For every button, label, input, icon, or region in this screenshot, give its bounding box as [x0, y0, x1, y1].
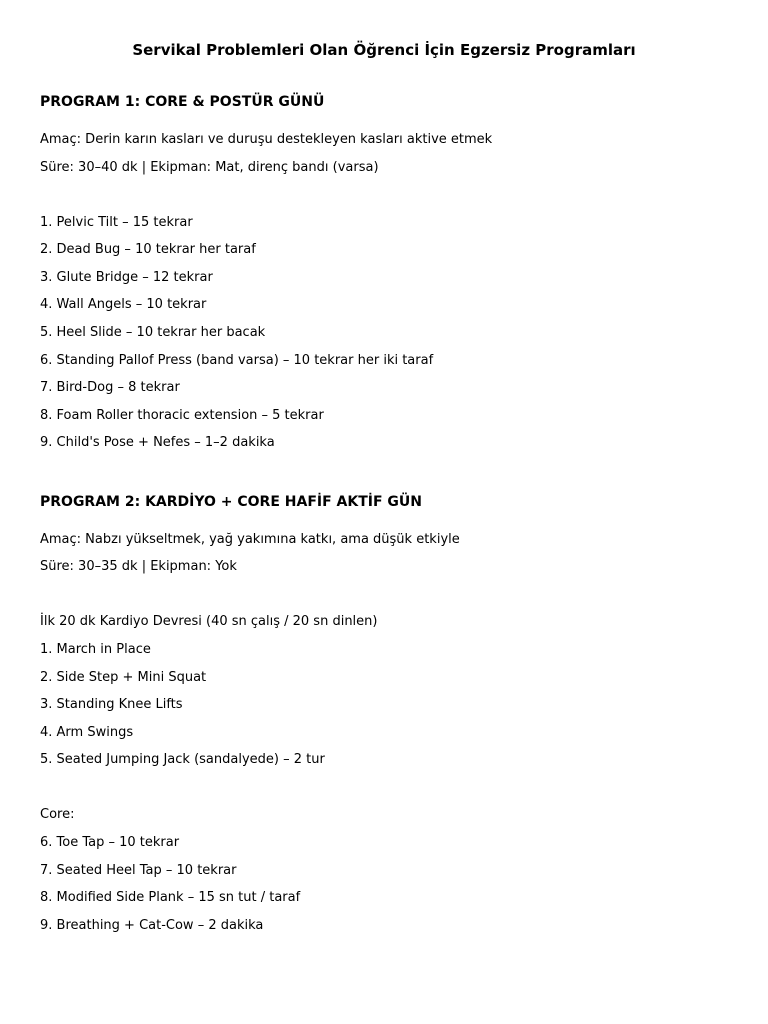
program-2-cardio-exercise: 3. Standing Knee Lifts — [40, 697, 183, 712]
program-2-core-label: Core: — [40, 807, 75, 822]
program-2-core-exercise: 8. Modified Side Plank – 15 sn tut / taraf — [40, 890, 301, 905]
program-1-exercise: 9. Child's Pose + Nefes – 1–2 dakika — [40, 435, 275, 450]
program-1-goal: Amaç: Derin karın kasları ve duruşu destekleyen kasları aktive etmek — [40, 132, 493, 147]
program-1-exercise: 8. Foam Roller thoracic extension – 5 tekrar — [40, 408, 324, 423]
program-1-exercise: 4. Wall Angels – 10 tekrar — [40, 297, 207, 312]
program-2-core-exercise: 9. Breathing + Cat-Cow – 2 dakika — [40, 918, 264, 933]
program-1-exercise: 6. Standing Pallof Press (band varsa) – 10 tekrar her iki taraf — [40, 353, 434, 368]
program-2-core-exercise: 7. Seated Heel Tap – 10 tekrar — [40, 863, 237, 878]
program-1-exercise: 2. Dead Bug – 10 tekrar her taraf — [40, 242, 256, 257]
document-title: Servikal Problemleri Olan Öğrenci İçin Egzersiz Programları — [132, 41, 636, 59]
program-1-heading: PROGRAM 1: CORE & POSTÜR GÜNÜ — [40, 94, 325, 110]
program-1-exercise: 7. Bird-Dog – 8 tekrar — [40, 380, 180, 395]
program-2-cardio-intro: İlk 20 dk Kardiyo Devresi (40 sn çalış / 20 sn dinlen) — [40, 614, 378, 629]
program-2-cardio-exercise: 4. Arm Swings — [40, 725, 134, 740]
program-1-exercise: 5. Heel Slide – 10 tekrar her bacak — [40, 325, 266, 340]
program-2-cardio-exercise: 1. March in Place — [40, 642, 151, 657]
program-2-heading: PROGRAM 2: KARDİYO + CORE HAFİF AKTİF GÜN — [40, 494, 422, 510]
program-2-cardio-exercise: 5. Seated Jumping Jack (sandalyede) – 2 tur — [40, 752, 325, 767]
program-1-duration: Süre: 30–40 dk | Ekipman: Mat, direnç bandı (varsa) — [40, 160, 379, 175]
program-2-cardio-exercise: 2. Side Step + Mini Squat — [40, 670, 207, 685]
program-2-goal: Amaç: Nabzı yükseltmek, yağ yakımına katkı, ama düşük etkiyle — [40, 532, 460, 547]
program-1-exercise: 3. Glute Bridge – 12 tekrar — [40, 270, 213, 285]
program-1-exercise: 1. Pelvic Tilt – 15 tekrar — [40, 215, 193, 230]
program-2-core-exercise: 6. Toe Tap – 10 tekrar — [40, 835, 180, 850]
program-2-duration: Süre: 30–35 dk | Ekipman: Yok — [40, 559, 237, 574]
